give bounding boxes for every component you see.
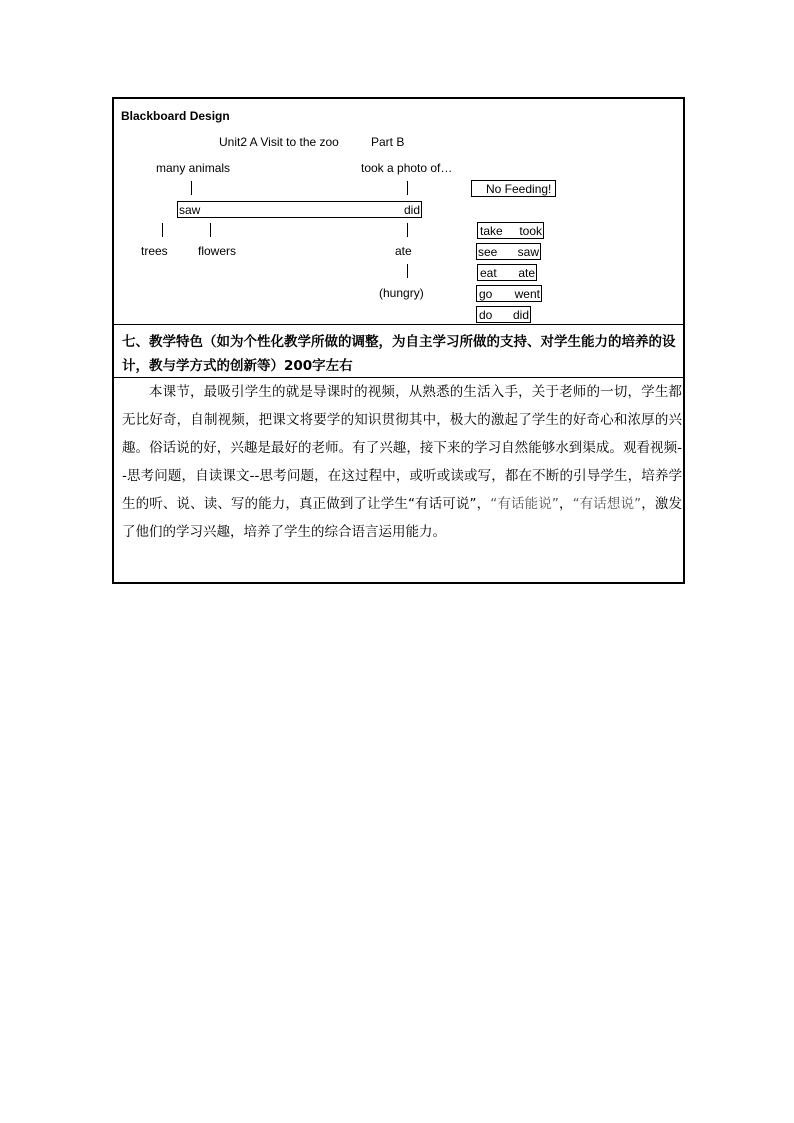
quote-you-hua-xiang-shuo: “有话想说” [572,496,642,512]
lesson-table [112,97,685,584]
did-label: did [403,203,420,217]
connector-line [407,264,408,278]
flowers-label: flowers [198,244,237,258]
connector-line [191,181,192,195]
body-text-part3: ，激发了他们的学习兴趣，培养了学生的综合语言运用能力。 [122,496,682,540]
verb-pair-box [477,222,544,239]
verb-pair-box [476,285,542,302]
hungry-label: (hungry) [379,286,424,300]
verb-base: see [478,245,498,259]
connector-line [407,181,408,195]
took-photo-label: took a photo of… [361,161,453,175]
teaching-features-section [114,324,683,582]
verb-pair-box [476,306,531,323]
verb-base: go [479,287,493,301]
verb-past: went [514,287,540,301]
blackboard-unit-title: Unit2 A Visit to the zoo [219,135,339,149]
saw-did-box [177,201,422,218]
verb-pair-box [476,243,541,260]
blackboard-heading: Blackboard Design [121,109,230,123]
connector-line [407,223,408,237]
verb-past: ate [518,266,535,280]
section-heading: 七、教学特色（如为个性化教学所做的调整，为自主学习所做的支持、对学生能力的培养的设计，教与学方式的创新等）200字左右 [122,334,676,374]
connector-line [210,223,211,237]
verb-base: take [480,224,503,238]
connector-line [162,223,163,237]
body-text-comma: ， [558,496,573,512]
verb-base: do [479,308,493,322]
trees-label: trees [141,244,168,258]
blackboard-part: Part B [371,135,405,149]
ate-label: ate [395,244,412,258]
body-text-part1: 本课节，最吸引学生的就是导课时的视频，从熟悉的生活入手，关于老师的一切，学生都无比好奇，自制视频，把课文将要学的知识贯彻其中，极大的激起了学生的好奇心和浓厚的兴趣。俗话说的好，兴趣是最好的老师。有了兴趣，接下来的学习自然能够水到渠成。观看视频--思考问题，自读课文--思考问题，在这过程中，或听或读或写，都在不断的引导学生，培养学生的听、说、读、写的能力，真正做到了让学生“有话可说”， [122,384,682,512]
saw-label: saw [179,203,201,217]
section-body [122,378,682,546]
verb-past: saw [517,245,539,259]
verb-past: took [519,224,542,238]
no-feeding-box [471,180,556,197]
verb-past: did [512,308,529,322]
many-animals-label: many animals [156,161,231,175]
no-feeding-label: No Feeding! [486,182,552,196]
verb-base: eat [480,266,497,280]
verb-pair-box [477,264,537,281]
quote-you-hua-neng-shuo: “有话能说” [490,496,559,512]
